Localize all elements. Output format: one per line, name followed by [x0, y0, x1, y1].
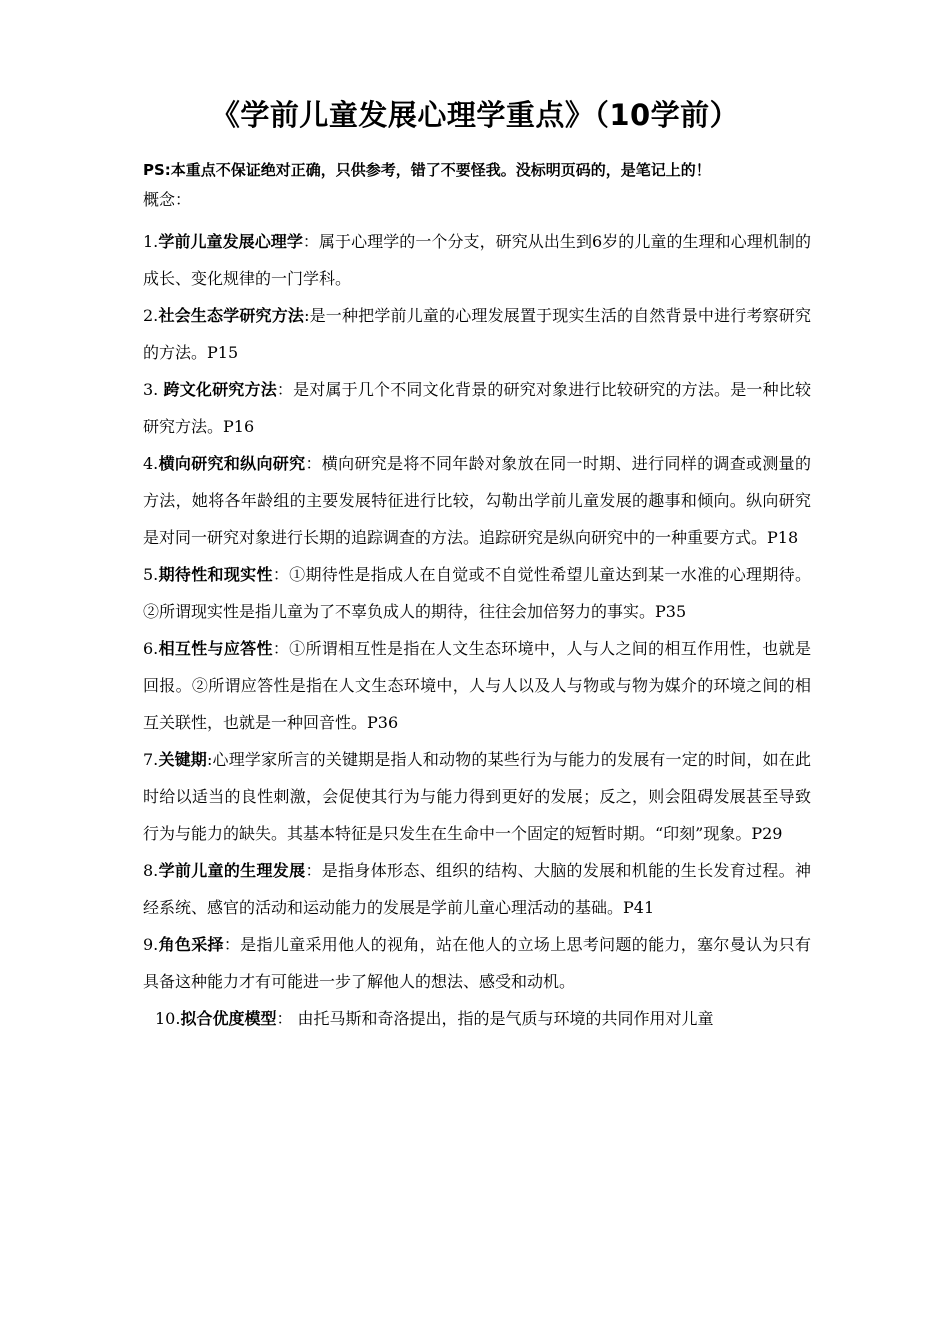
item-number: 10. — [155, 1009, 181, 1028]
concept-definition: ：属于心理学的一个分支，研究从出生到6岁的儿童的生理和心理机制的成长、变化规律的一门学科。 — [143, 232, 811, 288]
document-body — [143, 155, 811, 1037]
concept-definition: ：①所谓相互性是指在人文生态环境中，人与人之间的相互作用性，也就是回报。②所谓应答性是指在人文生态环境中，人与人以及人与物或与物为媒介的环境之间的相互关联性，也就是一种回音性。P36 — [143, 639, 811, 732]
item-number: 4. — [143, 454, 159, 473]
concept-item-8 — [143, 852, 811, 926]
item-number: 8. — [143, 861, 159, 880]
item-number: 9. — [143, 935, 159, 954]
concept-term: 学前儿童发展心理学 — [158, 232, 303, 251]
concept-term: 关键期 — [158, 750, 207, 769]
concept-item-5 — [143, 556, 811, 630]
concept-definition: ：是指身体形态、组织的结构、大脑的发展和机能的生长发育过程。神经系统、感官的活动和运动能力的发展是学前儿童心理活动的基础。P41 — [143, 861, 811, 917]
ps-note: PS:本重点不保证绝对正确，只供参考，错了不要怪我。没标明页码的，是笔记上的！ — [143, 161, 711, 179]
item-number: 5. — [143, 565, 159, 584]
concept-item-6 — [143, 630, 811, 741]
concept-item-1 — [143, 223, 811, 297]
document-title: 《学前儿童发展心理学重点》（10学前） — [210, 98, 740, 132]
concept-term: 期待性和现实性 — [158, 565, 273, 584]
concept-definition: ：是指儿童采用他人的视角，站在他人的立场上思考问题的能力，塞尔曼认为只有具备这种能力才有可能进一步了解他人的想法、感受和动机。 — [143, 935, 811, 991]
concept-term: 跨文化研究方法 — [163, 380, 277, 399]
concept-term: 横向研究和纵向研究 — [158, 454, 306, 473]
concept-definition: :心理学家所言的关键期是指人和动物的某些行为与能力的发展有一定的时间，如在此时给以适当的良性刺激，会促使其行为与能力得到更好的发展；反之，则会阻碍发展甚至导致行为与能力的缺失。其基本特征是只发生在生命中一个固定的短暂时期。“印刻”现象。P29 — [143, 750, 811, 843]
concept-definition: ：①期待性是指成人在自觉或不自觉性希望儿童达到某一水准的心理期待。②所谓现实性是指儿童为了不辜负成人的期待，往往会加倍努力的事实。P35 — [143, 565, 811, 621]
concept-term: 社会生态学研究方法 — [158, 306, 305, 325]
concept-term: 学前儿童的生理发展 — [158, 861, 306, 880]
item-number: 1. — [143, 232, 159, 251]
concept-item-7 — [143, 741, 811, 852]
item-number: 2. — [143, 306, 159, 325]
concept-term: 拟合优度模型 — [180, 1009, 277, 1028]
concept-term: 角色采择 — [158, 935, 224, 954]
concept-item-9 — [143, 926, 811, 1000]
concept-definition: ：是对属于几个不同文化背景的研究对象进行比较研究的方法。是一种比较研究方法。P16 — [143, 380, 811, 436]
item-number: 7. — [143, 750, 159, 769]
concept-definition: ：横向研究是将不同年龄对象放在同一时期、进行同样的调查或测量的方法，她将各年龄组的主要发展特征进行比较，勾勒出学前儿童发展的趣事和倾向。纵向研究是对同一研究对象进行长期的追踪调查的方法。追踪研究是纵向研究中的一种重要方式。P18 — [143, 454, 811, 547]
concept-item-4 — [143, 445, 811, 556]
concept-item-10 — [143, 1000, 811, 1037]
concept-item-3 — [143, 371, 811, 445]
item-number: 6. — [143, 639, 159, 658]
concept-definition: ： 由托马斯和奇洛提出，指的是气质与环境的共同作用对儿童 — [276, 1009, 714, 1028]
concept-item-2 — [143, 297, 811, 371]
item-number: 3. — [143, 380, 164, 399]
concepts-heading: 概念： — [143, 190, 192, 209]
concept-term: 相互性与应答性 — [158, 639, 273, 658]
concept-definition: :是一种把学前儿童的心理发展置于现实生活的自然背景中进行考察研究的方法。P15 — [143, 306, 811, 362]
